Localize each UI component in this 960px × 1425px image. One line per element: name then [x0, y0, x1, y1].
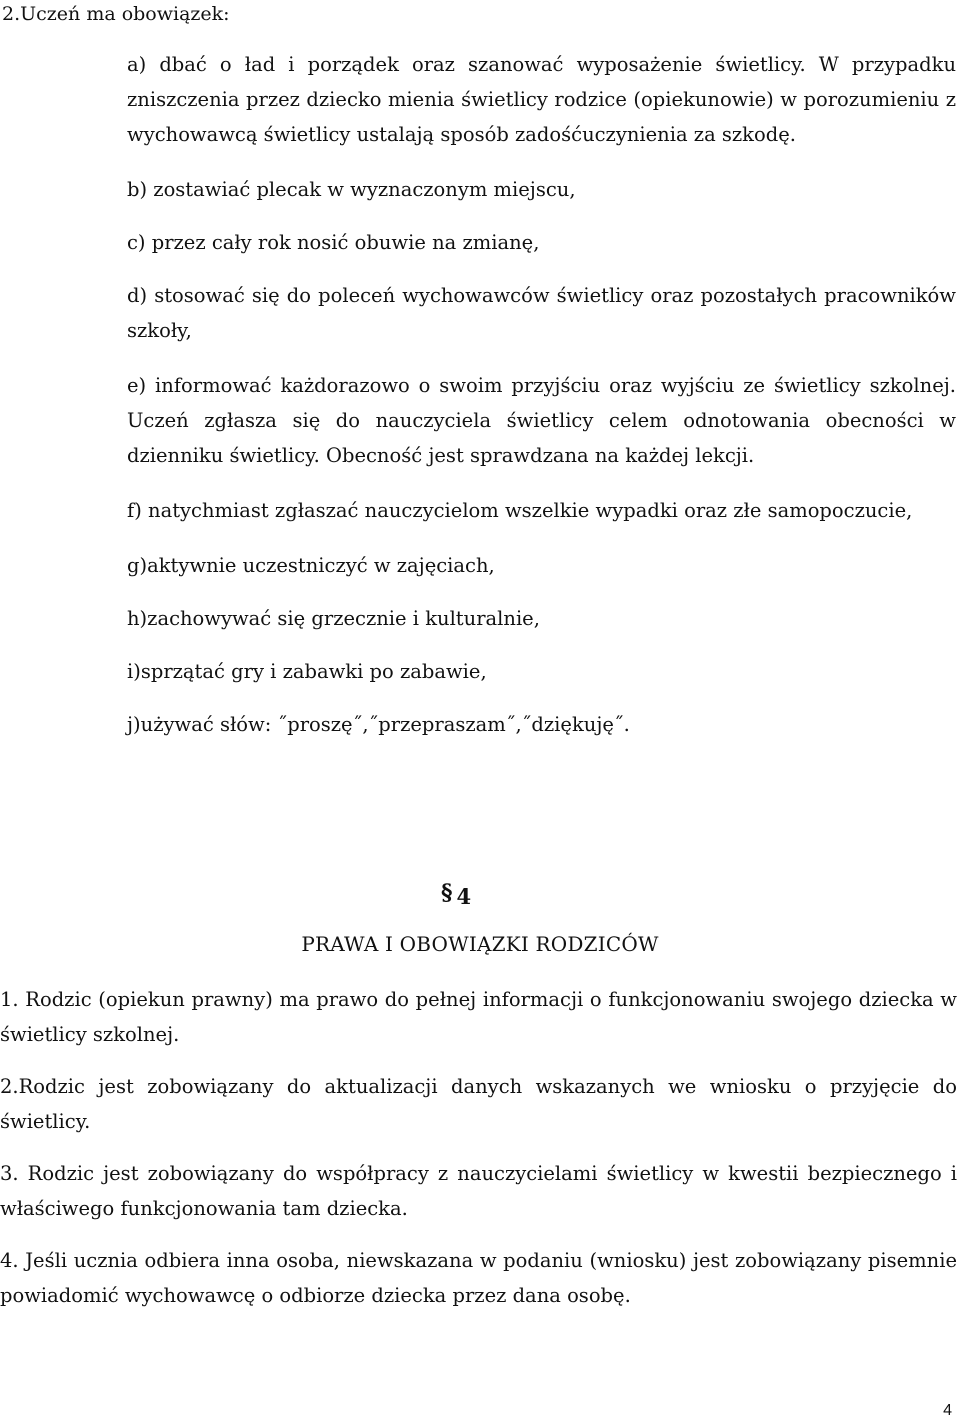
list-item: b) zostawiać plecak w wyznaczonym miejscu,: [127, 178, 576, 201]
list-item: j)używać słów: ˝proszę˝,˝przepraszam˝,˝dziękuję˝.: [127, 713, 630, 736]
list-item: a) dbać o ład i porządek oraz szanować wyposażenie świetlicy. W przypadku zniszczenia przez dziecko mienia świetlicy rodzice (opiekunowie) w porozumieniu z wychowawcą świetlicy ustalają sposób zadośćuczynienia za szkodę.: [127, 53, 956, 146]
page-number: 4: [943, 1402, 952, 1419]
list-item: i)sprzątać gry i zabawki po zabawie,: [127, 660, 487, 683]
section-title: PRAWA I OBOWIĄZKI RODZICÓW: [301, 932, 659, 956]
list-item: 2.Rodzic jest zobowiązany do aktualizacji danych wskazanych we wniosku o przyjęcie do świetlicy.: [0, 1075, 957, 1133]
section-symbol: §: [441, 880, 453, 906]
list-item: e) informować każdorazowo o swoim przyjściu oraz wyjściu ze świetlicy szkolnej. Uczeń zgłasza się do nauczyciela świetlicy celem odnotowania obecności w dzienniku świetlicy. Obecność jest sprawdzana na każdej lekcji.: [127, 374, 956, 467]
list-item: f) natychmiast zgłaszać nauczycielom wszelkie wypadki oraz złe samopoczucie,: [127, 499, 913, 522]
list-item: 3. Rodzic jest zobowiązany do współpracy z nauczycielami świetlicy w kwestii bezpiecznego i właściwego funkcjonowania tam dziecka.: [0, 1162, 957, 1220]
list-item: c) przez cały rok nosić obuwie na zmianę,: [127, 231, 540, 254]
list-item: g)aktywnie uczestniczyć w zajęciach,: [127, 554, 495, 577]
paragraph-number-value: 4: [456, 884, 472, 909]
paragraph-number: [441, 880, 471, 909]
list-item: 4. Jeśli ucznia odbiera inna osoba, niewskazana w podaniu (wniosku) jest zobowiązany pisemnie powiadomić wychowawcę o odbiorze dziecka przez dana osobę.: [0, 1249, 957, 1307]
student-duties-list: [127, 47, 956, 760]
list-item: h)zachowywać się grzecznie i kulturalnie,: [127, 607, 540, 630]
list-item: d) stosować się do poleceń wychowawców świetlicy oraz pozostałych pracowników szkoły,: [127, 284, 956, 342]
parent-duties-list: [0, 982, 957, 1330]
section-heading: 2.Uczeń ma obowiązek:: [2, 3, 230, 25]
list-item: 1. Rodzic (opiekun prawny) ma prawo do pełnej informacji o funkcjonowaniu swojego dziecka w świetlicy szkolnej.: [0, 988, 957, 1046]
